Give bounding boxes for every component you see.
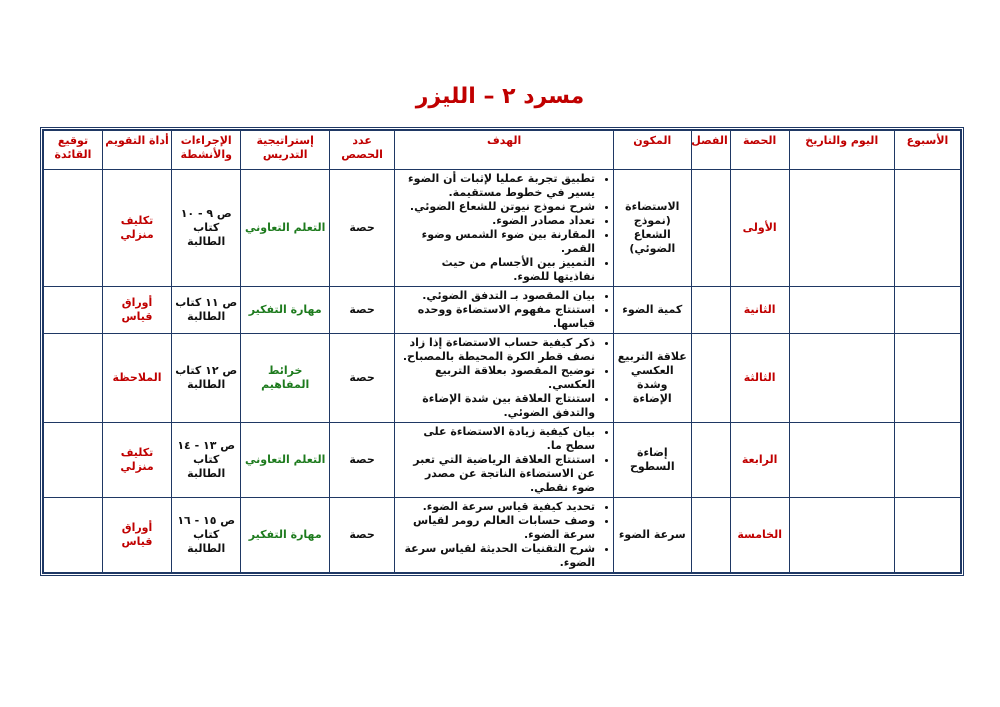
header-week: الأسبوع: [894, 131, 960, 170]
header-assessment: أداة التقويم: [102, 131, 171, 170]
day-date-cell: [789, 498, 894, 573]
component-cell: علاقة التربيع العكسي وشدة الإضاءة: [614, 334, 691, 423]
week-cell: [894, 334, 960, 423]
component-cell: سرعة الضوء: [614, 498, 691, 573]
num-periods-cell: حصة: [330, 287, 395, 334]
goal-item: • ذكر كيفية حساب الاستضاءة إذا زاد نصف قطر الكرة المحيطة بالمصباح.: [399, 336, 595, 364]
procedures-cell: ص ١١ كتاب الطالبة: [172, 287, 241, 334]
table-row: [44, 334, 961, 423]
strategy-cell: خرائط المفاهيم: [241, 334, 330, 423]
week-cell: [894, 498, 960, 573]
table-row: [44, 423, 961, 498]
goal-cell: [395, 170, 614, 287]
goal-item: • شرح نموذج نيوتن للشعاع الضوئي.: [399, 200, 595, 214]
lesson-plan-table: [43, 130, 961, 573]
header-class: الفصل: [691, 131, 730, 170]
strategy-cell: التعلم التعاوني: [241, 423, 330, 498]
procedures-cell: ص ١٢ كتاب الطالبة: [172, 334, 241, 423]
assessment-cell: تكليف منزلي: [102, 170, 171, 287]
procedures-cell: ص ١٥ - ١٦ كتاب الطالبة: [172, 498, 241, 573]
header-strategy: إستراتيجية التدريس: [241, 131, 330, 170]
leader-signature-cell: [44, 423, 103, 498]
goal-item: • بيان كيفية زيادة الاستضاءة على سطح ما.: [399, 425, 595, 453]
num-periods-cell: حصة: [330, 498, 395, 573]
leader-signature-cell: [44, 170, 103, 287]
strategy-cell: التعلم التعاوني: [241, 170, 330, 287]
num-periods-cell: حصة: [330, 170, 395, 287]
num-periods-cell: حصة: [330, 334, 395, 423]
num-periods-cell: حصة: [330, 423, 395, 498]
goal-cell: [395, 287, 614, 334]
page-title: مسرد ٢ – الليزر: [415, 84, 585, 109]
header-component: المكون: [614, 131, 691, 170]
period-cell: الأولى: [730, 170, 789, 287]
class-cell: [691, 287, 730, 334]
goal-cell: [395, 334, 614, 423]
header-num-periods: عدد الحصص: [330, 131, 395, 170]
period-cell: الخامسة: [730, 498, 789, 573]
component-cell: كمية الضوء: [614, 287, 691, 334]
assessment-cell: الملاحظة: [102, 334, 171, 423]
header-leader-signature: توقيع القائدة: [44, 131, 103, 170]
table-row: [44, 170, 961, 287]
class-cell: [691, 498, 730, 573]
class-cell: [691, 334, 730, 423]
leader-signature-cell: [44, 498, 103, 573]
strategy-cell: مهارة التفكير: [241, 287, 330, 334]
component-cell: إضاءة السطوح: [614, 423, 691, 498]
table-row: [44, 287, 961, 334]
goal-item: • شرح التقنيات الحديثة لقياس سرعة الضوء.: [399, 542, 595, 570]
assessment-cell: أوراق قياس: [102, 287, 171, 334]
header-row: [44, 131, 961, 170]
goal-item: • وصف حسابات العالم رومر لقياس سرعة الضوء.: [399, 514, 595, 542]
procedures-cell: ص ١٣ - ١٤ كتاب الطالبة: [172, 423, 241, 498]
goal-item: • توضيح المقصود بعلاقة التربيع العكسي.: [399, 364, 595, 392]
header-period: الحصة: [730, 131, 789, 170]
week-cell: [894, 287, 960, 334]
header-procedures: الإجراءات والأنشطة: [172, 131, 241, 170]
class-cell: [691, 170, 730, 287]
goal-item: • استنتاج العلاقة الرياضية التي تعبر عن الاستضاءة الناتجة عن مصدر ضوء نقطي.: [399, 453, 595, 495]
header-goal: الهدف: [395, 131, 614, 170]
week-cell: [894, 170, 960, 287]
leader-signature-cell: [44, 334, 103, 423]
day-date-cell: [789, 287, 894, 334]
lesson-plan-table-frame: [40, 127, 964, 576]
leader-signature-cell: [44, 287, 103, 334]
goal-item: • المقارنة بين ضوء الشمس وضوء القمر.: [399, 228, 595, 256]
day-date-cell: [789, 170, 894, 287]
day-date-cell: [789, 423, 894, 498]
goal-item: • التمييز بين الأجسام من حيث نفاذيتها للضوء.: [399, 256, 595, 284]
assessment-cell: تكليف منزلي: [102, 423, 171, 498]
goal-item: • استنتاج العلاقة بين شدة الإضاءة والتدفق الضوئي.: [399, 392, 595, 420]
period-cell: الرابعة: [730, 423, 789, 498]
procedures-cell: ص ٩ - ١٠ كتاب الطالبة: [172, 170, 241, 287]
day-date-cell: [789, 334, 894, 423]
period-cell: الثالثة: [730, 334, 789, 423]
goal-cell: [395, 423, 614, 498]
week-cell: [894, 423, 960, 498]
goal-cell: [395, 498, 614, 573]
goal-item: • تعداد مصادر الضوء.: [399, 214, 595, 228]
goal-item: • تحديد كيفية قياس سرعة الضوء.: [399, 500, 595, 514]
class-cell: [691, 423, 730, 498]
component-cell: الاستضاءة (نموذج الشعاع الضوئي): [614, 170, 691, 287]
period-cell: الثانية: [730, 287, 789, 334]
header-day-date: اليوم والتاريخ: [789, 131, 894, 170]
assessment-cell: أوراق قياس: [102, 498, 171, 573]
table-row: [44, 498, 961, 573]
goal-item: • استنتاج مفهوم الاستضاءة ووحده قياسها.: [399, 303, 595, 331]
goal-item: • بيان المقصود بـ التدفق الضوئي.: [399, 289, 595, 303]
strategy-cell: مهارة التفكير: [241, 498, 330, 573]
goal-item: • تطبيق تجربة عمليا لإثبات أن الضوء يسير في خطوط مستقيمة.: [399, 172, 595, 200]
